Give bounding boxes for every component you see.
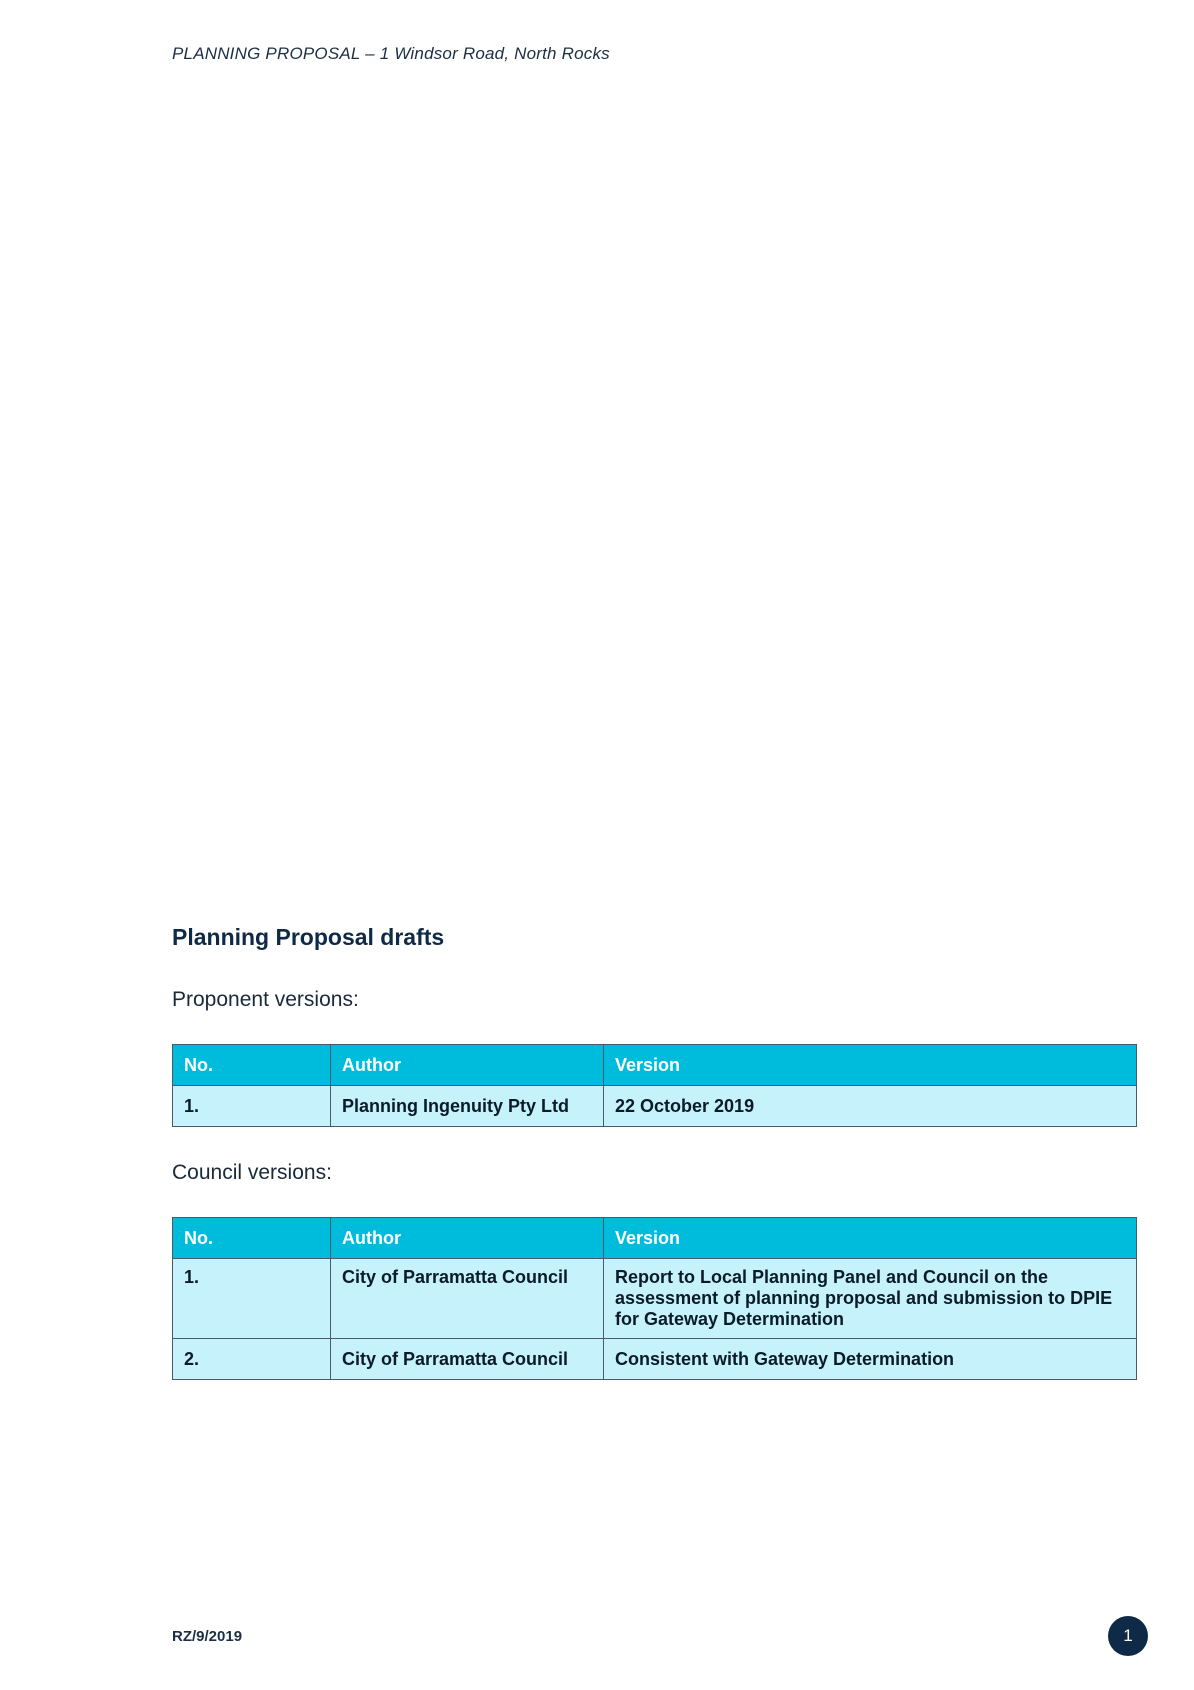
cell-author: City of Parramatta Council xyxy=(331,1259,604,1339)
proponent-versions-label: Proponent versions: xyxy=(172,988,359,1011)
cell-version: 22 October 2019 xyxy=(604,1086,1137,1127)
column-header-version: Version xyxy=(604,1045,1137,1086)
running-header: PLANNING PROPOSAL – 1 Windsor Road, North Rocks xyxy=(172,44,610,63)
column-header-no: No. xyxy=(173,1045,331,1086)
cell-no: 1. xyxy=(173,1259,331,1339)
table-row xyxy=(173,1339,1137,1380)
council-versions-label: Council versions: xyxy=(172,1161,332,1184)
cell-no: 1. xyxy=(173,1086,331,1127)
table-header-row xyxy=(173,1045,1137,1086)
cell-version: Consistent with Gateway Determination xyxy=(604,1339,1137,1380)
table-header-row xyxy=(173,1218,1137,1259)
document-reference: RZ/9/2019 xyxy=(172,1628,243,1645)
table-row xyxy=(173,1259,1137,1339)
column-header-author: Author xyxy=(331,1045,604,1086)
cell-no: 2. xyxy=(173,1339,331,1380)
cell-author: Planning Ingenuity Pty Ltd xyxy=(331,1086,604,1127)
column-header-author: Author xyxy=(331,1218,604,1259)
table-row xyxy=(173,1086,1137,1127)
cell-author: City of Parramatta Council xyxy=(331,1339,604,1380)
section-title: Planning Proposal drafts xyxy=(172,924,445,950)
page-number-badge: 1 xyxy=(1108,1616,1148,1656)
column-header-no: No. xyxy=(173,1218,331,1259)
column-header-version: Version xyxy=(604,1218,1137,1259)
proponent-versions-table xyxy=(172,1044,1137,1127)
council-versions-table xyxy=(172,1217,1137,1380)
cell-version: Report to Local Planning Panel and Council on the assessment of planning proposal and submission to DPIE for Gateway Determination xyxy=(604,1259,1137,1339)
